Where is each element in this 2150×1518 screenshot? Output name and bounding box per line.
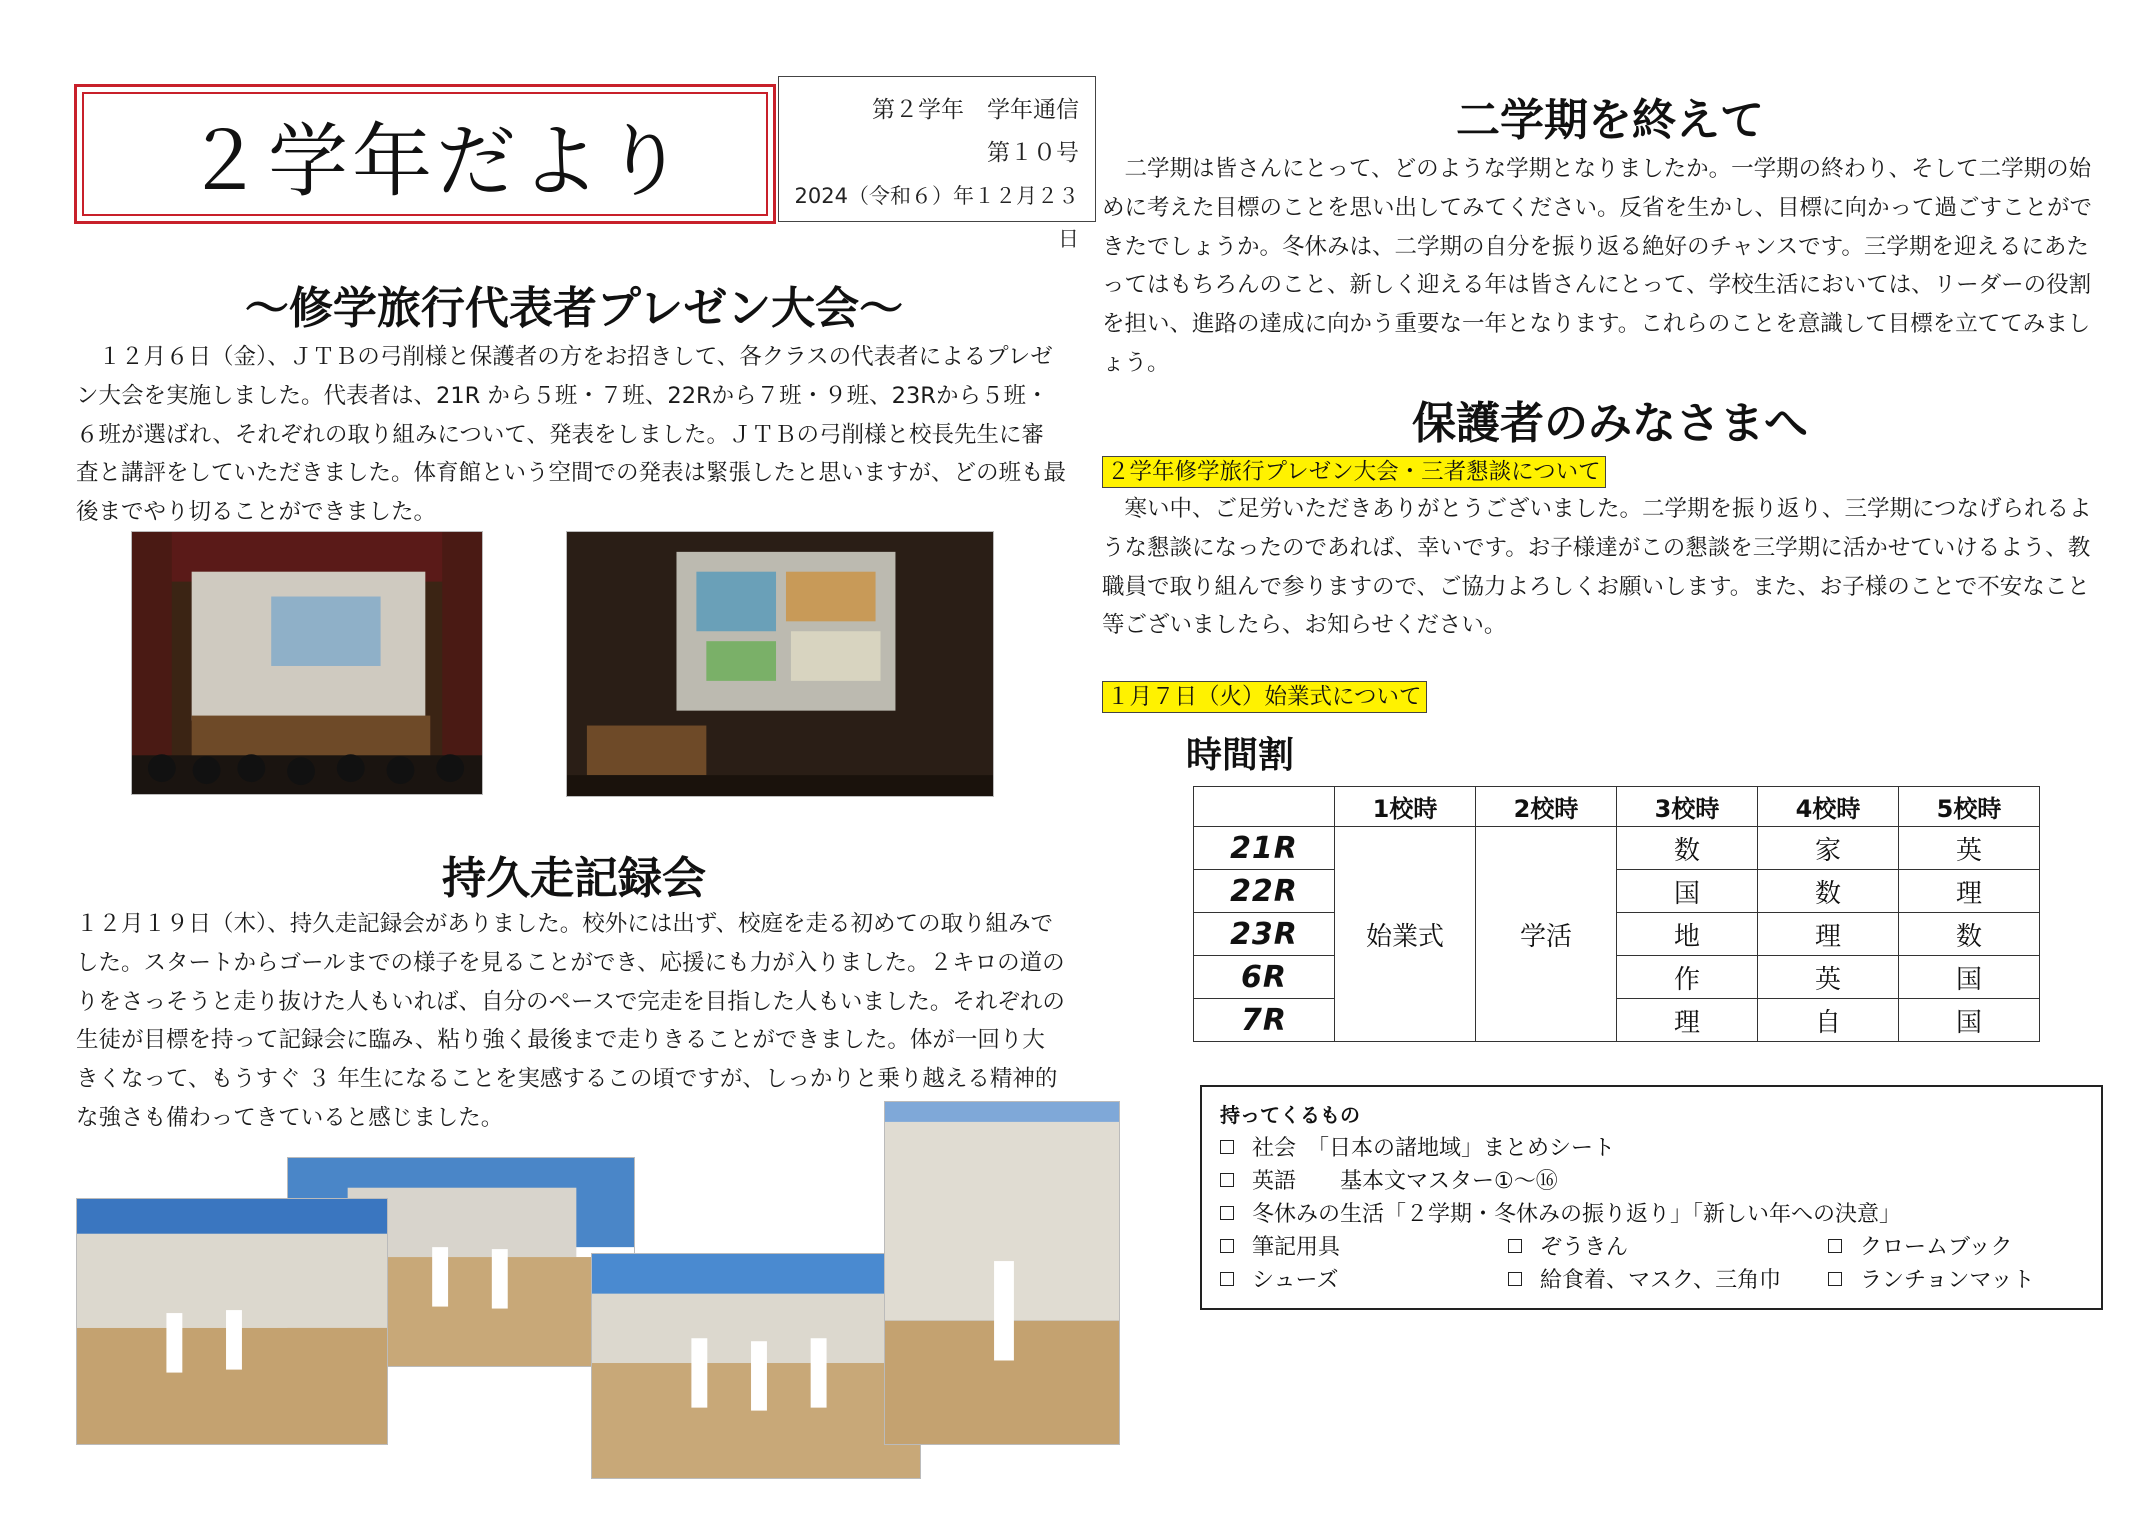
header-period-3: 3校時 <box>1617 787 1758 827</box>
bring-row <box>1220 1132 2083 1165</box>
marathon-photo-4 <box>884 1101 1120 1445</box>
subject-cell: 理 <box>1899 870 2040 913</box>
presen-heading: ～修学旅行代表者プレゼン大会～ <box>244 283 904 334</box>
marathon-body: １２月１９日（木）、持久走記録会がありました。校外には出ず、校庭を走る初めての取り組みでした。スタートからゴールまでの様子を見ることができ、応援にも力が入りました。２キロの道のりをさっそうと走り抜けた人もいれば、自分のペースで完走を目指した人もいました。それぞれの生徒が目標を持って記録会に臨み、粘り強く最後まで走りきることができました。体が一回り大きくなって、もうすぐ ３ 年生になることを実感するこの頃ですが、しっかりと乗り越える精神的な強さも備わってきていると感じました。 <box>76 911 1065 1131</box>
subject-cell: 理 <box>1617 999 1758 1042</box>
masthead-inner <box>82 92 768 216</box>
class-cell: 22R <box>1194 870 1335 913</box>
subject-cell: 家 <box>1758 827 1899 870</box>
timetable-row <box>1194 870 2040 913</box>
issue-info-box <box>778 76 1096 251</box>
timetable-row <box>1194 827 2040 870</box>
class-cell: 21R <box>1194 827 1335 870</box>
issue-publisher: 第２学年 学年通信 <box>872 97 1079 123</box>
bring-item: 社会 「日本の諸地域」まとめシート <box>1252 1136 1616 1161</box>
subject-cell: 数 <box>1758 870 1899 913</box>
marathon-photo-1 <box>76 1198 388 1445</box>
marathon-photo-3 <box>591 1253 921 1479</box>
bring-item: 冬休みの生活「２学期・冬休みの振り返り」「新しい年への決意」 <box>1252 1202 1902 1227</box>
header-period-4: 4校時 <box>1758 787 1899 827</box>
bring-item: ランチョンマット <box>1860 1268 2035 1293</box>
checkbox-icon <box>1220 1140 1234 1154</box>
class-cell: 7R <box>1194 999 1335 1042</box>
timetable-corner <box>1194 787 1335 827</box>
bring-item: ぞうきん <box>1540 1235 1629 1260</box>
bring-row <box>1220 1264 2083 1297</box>
timetable-heading: 時間割 <box>1186 735 1295 776</box>
bring-item: 筆記用具 <box>1252 1235 1341 1260</box>
subject-cell: 国 <box>1617 870 1758 913</box>
presen-body: １２月６日（金）、ＪＴＢの弓削様と保護者の方をお招きして、各クラスの代表者によるプレゼン大会を実施しました。代表者は、21R から５班・７班、22Rから７班・９班、23Rから５班・６班が選ばれ、それぞれの取り組みについて、発表をしました。ＪＴＢの弓削様と校長先生に審査と講評をしていただきました。体育館という空間での発表は緊張したと思いますが、どの班も最後までやり切ることができました。 <box>76 344 1067 526</box>
period-2-merged-cell: 学活 <box>1476 827 1617 1042</box>
subject-cell: 理 <box>1758 913 1899 956</box>
issue-date: 2024（令和６）年１２月２３日 <box>794 184 1079 251</box>
bring-item: クロームブック <box>1860 1235 2013 1260</box>
bring-items-box <box>1200 1085 2103 1310</box>
issue-number: 第１０号 <box>987 140 1079 166</box>
subject-cell: 数 <box>1899 913 2040 956</box>
header-period-5: 5校時 <box>1899 787 2040 827</box>
subject-cell: 地 <box>1617 913 1758 956</box>
checkbox-icon <box>1220 1206 1234 1220</box>
bring-row <box>1220 1165 2083 1198</box>
checkbox-icon <box>1508 1272 1522 1286</box>
timetable-row <box>1194 999 2040 1042</box>
bring-item: 英語 基本文マスター①～⑯ <box>1252 1169 1558 1194</box>
term-end-body: 二学期は皆さんにとって、どのような学期となりましたか。一学期の終わり、そして二学期の始めに考えた目標のことを思い出してみてください。反省を生かし、目標に向かって過ごすことができたでしょうか。冬休みは、二学期の自分を振り返る絶好のチャンスです。三学期を迎えるにあたってはもちろんのこと、新しく迎える年は皆さんにとって、学校生活においては、リーダーの役割を担い、進路の達成に向かう重要な一年となります。これらのことを意識して目標を立ててみましょう。 <box>1102 156 2093 376</box>
parents-highlight-label: ２学年修学旅行プレゼン大会・三者懇談について <box>1102 456 1606 488</box>
timetable-row <box>1194 956 2040 999</box>
timetable <box>1193 786 2040 1042</box>
masthead-frame <box>74 84 776 224</box>
class-cell: 23R <box>1194 913 1335 956</box>
period-1-merged-cell: 始業式 <box>1335 827 1476 1042</box>
term-end-heading: 二学期を終えて <box>1456 95 1764 146</box>
bring-item: シューズ <box>1252 1268 1339 1293</box>
subject-cell: 数 <box>1617 827 1758 870</box>
subject-cell: 自 <box>1758 999 1899 1042</box>
header-period-1: 1校時 <box>1335 787 1476 827</box>
presen-photo-stage-1 <box>131 531 483 795</box>
ceremony-highlight-label: １月７日（火）始業式について <box>1102 681 1427 713</box>
bring-row <box>1220 1231 2083 1264</box>
subject-cell: 国 <box>1899 956 2040 999</box>
checkbox-icon <box>1828 1272 1842 1286</box>
checkbox-icon <box>1220 1173 1234 1187</box>
checkbox-icon <box>1508 1239 1522 1253</box>
class-cell: 6R <box>1194 956 1335 999</box>
bring-title: 持ってくるもの <box>1220 1103 1360 1127</box>
bring-row <box>1220 1198 2083 1231</box>
ceremony-label-wrap <box>1102 681 1427 713</box>
checkbox-icon <box>1220 1272 1234 1286</box>
checkbox-icon <box>1828 1239 1842 1253</box>
subject-cell: 英 <box>1758 956 1899 999</box>
newsletter-title: ２学年だより <box>184 114 688 208</box>
parents-body: 寒い中、ご足労いただきありがとうございました。二学期を振り返り、三学期につなげられるような懇談になったのであれば、幸いです。お子様達がこの懇談を三学期に活かせていけるよう、教職員で取り組んで参りますので、ご協力よろしくお願いします。また、お子様のことで不安なこと等ございましたら、お知らせください。 <box>1102 496 2092 639</box>
bring-item: 給食着、マスク、三角巾 <box>1540 1268 1782 1293</box>
parents-heading: 保護者のみなさまへ <box>1412 398 1808 449</box>
subject-cell: 作 <box>1617 956 1758 999</box>
marathon-heading: 持久走記録会 <box>442 853 706 904</box>
presen-photo-stage-2 <box>566 531 994 797</box>
subject-cell: 国 <box>1899 999 2040 1042</box>
checkbox-icon <box>1220 1239 1234 1253</box>
header-period-2: 2校時 <box>1476 787 1617 827</box>
timetable-row <box>1194 913 2040 956</box>
timetable-header-row <box>1194 787 2040 827</box>
parents-label-wrap <box>1102 456 1606 488</box>
subject-cell: 英 <box>1899 827 2040 870</box>
